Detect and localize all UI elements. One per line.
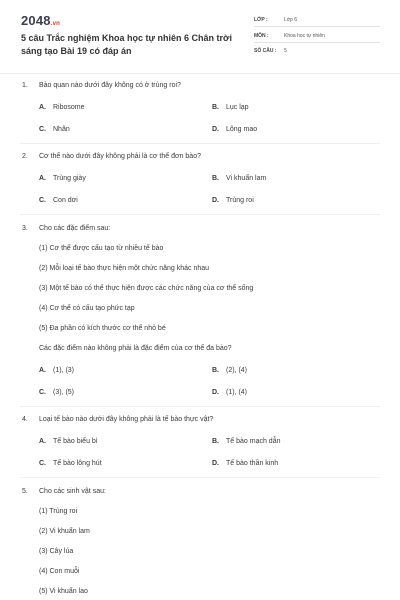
option-d[interactable]	[212, 389, 247, 396]
option-text: Tế bào biểu bì	[53, 438, 98, 445]
option-d[interactable]	[212, 126, 257, 133]
option-letter: D.	[212, 197, 219, 204]
option-letter: C.	[39, 460, 46, 467]
option-text: (1), (3)	[53, 367, 74, 374]
question-number: 3.	[22, 225, 28, 232]
option-letter: B.	[212, 175, 219, 182]
option-text: Tế bào mạch dẫn	[226, 438, 281, 445]
option-a[interactable]	[39, 438, 98, 445]
question-text: Cho các sinh vật sau:	[39, 488, 106, 495]
option-b[interactable]	[212, 367, 247, 374]
meta-value: Lớp 6	[284, 17, 298, 23]
meta-value: 5	[284, 48, 287, 54]
option-c[interactable]	[39, 389, 74, 396]
option-letter: C.	[39, 389, 46, 396]
statement-line: (3) Một tế bào có thể thực hiện được các chức năng của cơ thể sống	[39, 285, 254, 292]
statement-line: (1) Cơ thể được cấu tạo từ nhiều tế bào	[39, 245, 164, 252]
question-prompt: Các đặc điểm nào không phải là đặc điểm của cơ thể đa bào?	[39, 345, 232, 352]
option-letter: B.	[212, 438, 219, 445]
document-header	[0, 0, 400, 72]
option-c[interactable]	[39, 126, 70, 133]
statement-line: (4) Cơ thể có cấu tạo phức tạp	[39, 305, 135, 312]
option-letter: D.	[212, 126, 219, 133]
option-a[interactable]	[39, 367, 74, 374]
option-text: (1), (4)	[226, 389, 247, 396]
option-letter: D.	[212, 389, 219, 396]
option-text: Nhân	[53, 126, 70, 133]
question-text: Cho các đặc điểm sau:	[39, 225, 111, 232]
question-number: 2.	[22, 153, 28, 160]
statement-line: (3) Cây lúa	[39, 548, 74, 555]
logo-text: 2048	[21, 13, 51, 28]
question-divider	[20, 214, 380, 215]
meta-value: Khoa học tự nhiên	[284, 33, 325, 39]
question-number: 4.	[22, 416, 28, 423]
option-text: Vi khuẩn lam	[226, 175, 267, 182]
question-number: 5.	[22, 488, 28, 495]
statement-line: (4) Con muỗi	[39, 568, 80, 575]
question-text: Loại tế bào nào dưới đây không phải là tế bào thực vật?	[39, 416, 214, 423]
option-a[interactable]	[39, 175, 86, 182]
option-letter: C.	[39, 126, 46, 133]
statement-line: (2) Vi khuẩn lam	[39, 528, 90, 535]
question-text: Bào quan nào dưới đây không có ở trùng roi?	[39, 82, 181, 89]
meta-row-subject	[254, 30, 380, 43]
option-text: Trùng giày	[53, 175, 86, 182]
option-text: Ribosome	[53, 104, 85, 111]
option-c[interactable]	[39, 460, 102, 467]
option-letter: A.	[39, 175, 46, 182]
question-text: Cơ thể nào dưới đây không phải là cơ thể đơn bào?	[39, 153, 201, 160]
option-text: Lục lạp	[226, 104, 249, 111]
meta-row-grade	[254, 14, 380, 27]
option-text: Trùng roi	[226, 197, 254, 204]
option-a[interactable]	[39, 104, 85, 111]
option-letter: A.	[39, 104, 46, 111]
option-c[interactable]	[39, 197, 78, 204]
option-text: Tế bào thần kinh	[226, 460, 279, 467]
question-divider	[20, 143, 380, 144]
option-letter: A.	[39, 438, 46, 445]
question-number: 1.	[22, 82, 28, 89]
option-d[interactable]	[212, 460, 278, 467]
meta-key: SỐ CÂU :	[254, 48, 277, 54]
option-b[interactable]	[212, 175, 266, 182]
option-letter: C.	[39, 197, 46, 204]
option-d[interactable]	[212, 197, 254, 204]
option-letter: D.	[212, 460, 219, 467]
meta-key: LỚP :	[254, 17, 268, 23]
header-divider	[0, 73, 400, 74]
option-b[interactable]	[212, 438, 280, 445]
site-logo[interactable]	[21, 13, 60, 28]
option-text: Tế bào lông hút	[53, 460, 102, 467]
statement-line: (5) Vi khuẩn lao	[39, 588, 88, 595]
option-letter: B.	[212, 104, 219, 111]
statement-line: (1) Trùng roi	[39, 508, 78, 515]
option-text: (3), (5)	[53, 389, 74, 396]
option-letter: B.	[212, 367, 219, 374]
statement-line: (5) Đa phần có kích thước cơ thể nhỏ bé	[39, 325, 166, 332]
document-title: 5 câu Trắc nghiệm Khoa học tự nhiên 6 Chân trời sáng tạo Bài 19 có đáp án	[21, 33, 232, 56]
option-letter: A.	[39, 367, 46, 374]
statement-line: (2) Mỗi loại tế bào thực hiện một chức năng khác nhau	[39, 265, 210, 272]
logo-tld: .vn	[50, 21, 61, 27]
meta-row-count	[254, 45, 380, 58]
question-divider	[20, 477, 380, 478]
option-b[interactable]	[212, 104, 249, 111]
option-text: Con dơi	[53, 197, 78, 204]
option-text: (2), (4)	[226, 367, 247, 374]
question-divider	[20, 406, 380, 407]
meta-key: MÔN :	[254, 33, 269, 39]
option-text: Lông mao	[226, 126, 258, 133]
